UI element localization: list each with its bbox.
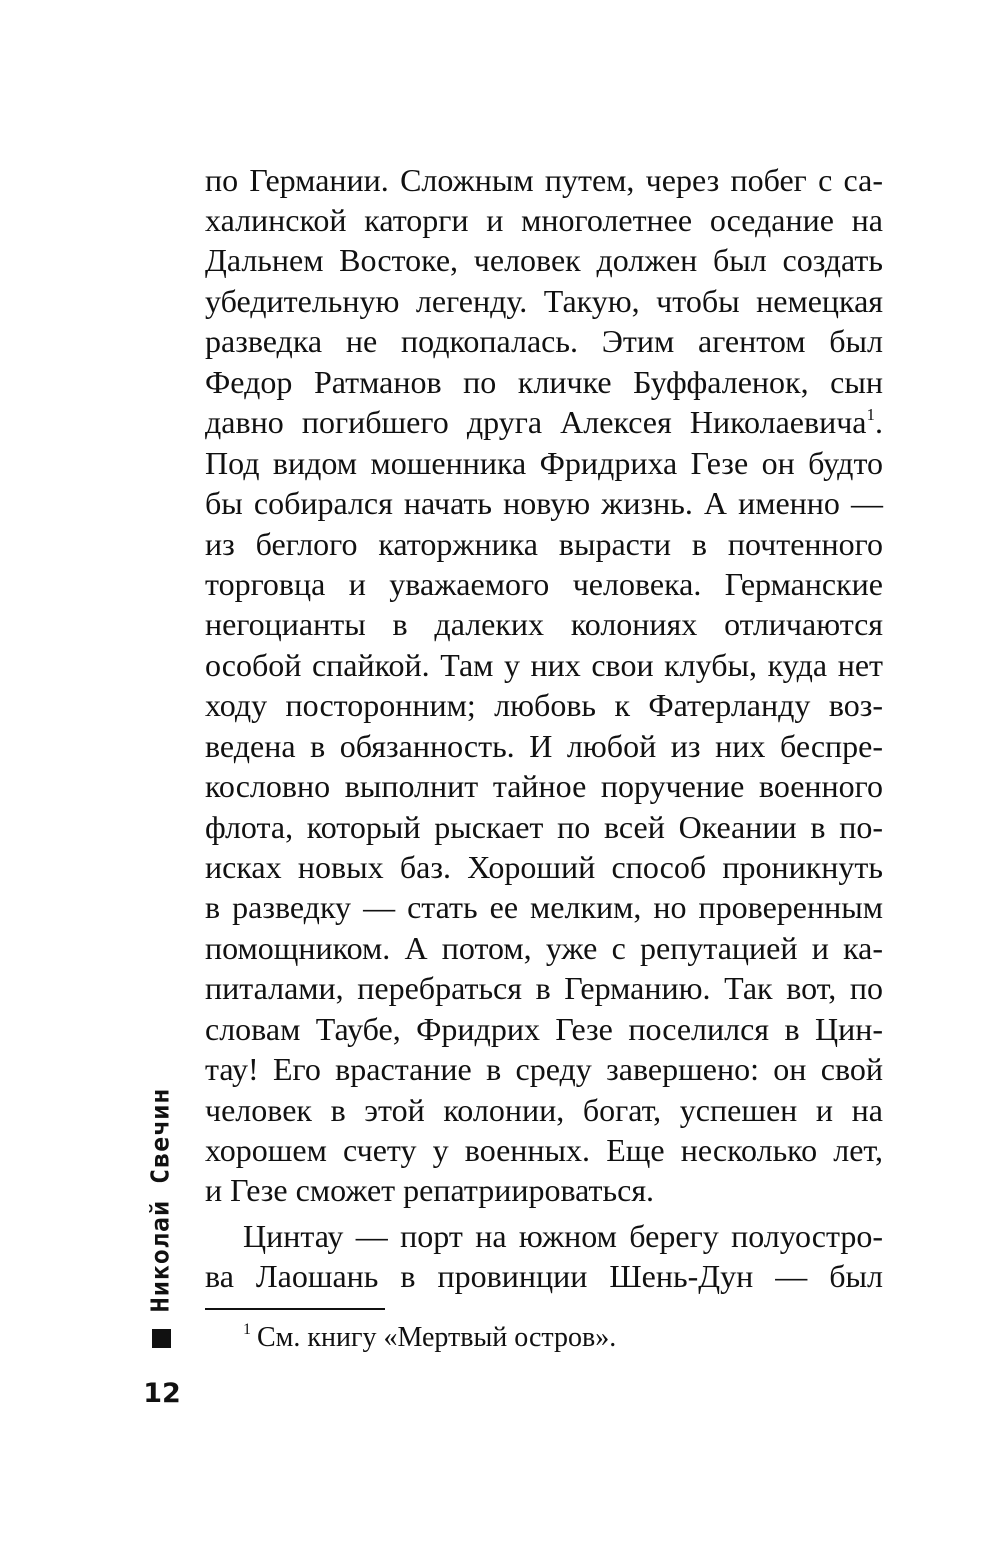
text-line: Федор Ратманов по кличке Буффаленок, сын xyxy=(205,364,883,400)
footnote-text: См. книгу «Мертвый остров». xyxy=(257,1322,617,1353)
text-line-tail: . xyxy=(875,404,883,440)
footnote-divider xyxy=(205,1308,385,1310)
text-line: человек в этой колонии, богат, успешен и на xyxy=(205,1092,883,1128)
text-line: ходу посторонним; любовь к Фатерланду воз- xyxy=(205,687,883,723)
text-line: Дальнем Востоке, человек должен был создать xyxy=(205,242,883,278)
text-line: помощником. А потом, уже с репутацией и ка- xyxy=(205,930,883,966)
text-line: Под видом мошенника Фридриха Гезе он будто xyxy=(205,445,883,481)
footnote-reference[interactable]: 1 xyxy=(866,405,875,424)
text-line: кословно выполнит тайное поручение военного xyxy=(205,768,883,804)
text-line: словам Таубе, Фридрих Гезе поселился в Цин- xyxy=(205,1011,883,1047)
paragraph-line: ва Лаошань в провинции Шень-Дун — был xyxy=(205,1258,883,1294)
text-line: и Гезе сможет репатриироваться. xyxy=(205,1172,655,1208)
text-line: халинской каторги и многолетнее оседание на xyxy=(205,202,883,238)
text-line: разведка не подкопалась. Этим агентом был xyxy=(205,323,883,359)
text-line: убедительную легенду. Такую, чтобы немецкая xyxy=(205,283,883,319)
text-line: негоцианты в далеких колониях отличаются xyxy=(205,606,883,642)
text-line: питалами, перебраться в Германию. Так вот, по xyxy=(205,970,883,1006)
text-line-with-footnote-ref xyxy=(205,402,883,442)
text-line: особой спайкой. Там у них свои клубы, куда нет xyxy=(205,647,883,683)
footnote xyxy=(243,1320,616,1356)
text-line-content: давно погибшего друга Алексея Николаевича xyxy=(205,404,867,440)
text-line: бы собирался начать новую жизнь. А именно — xyxy=(205,485,883,521)
page-number: 12 xyxy=(143,1378,181,1409)
text-line: хорошем счету у военных. Еще несколько лет, xyxy=(205,1132,883,1168)
text-line: ведена в обязанность. И любой из них беспре- xyxy=(205,728,883,764)
text-line: торговца и уважаемого человека. Германские xyxy=(205,566,883,602)
footnote-number: 1 xyxy=(243,1321,251,1338)
square-marker-icon xyxy=(152,1329,171,1348)
text-line: флота, который рыскает по всей Океании в по- xyxy=(205,809,883,845)
paragraph-line: Цинтау — порт на южном берегу полуостро- xyxy=(243,1218,883,1254)
text-line: в разведку — стать ее мелким, но проверенным xyxy=(205,889,883,925)
text-line: из беглого каторжника вырасти в почтенного xyxy=(205,526,883,562)
text-line: тау! Его врастание в среду завершено: он свой xyxy=(205,1051,883,1087)
text-line: по Германии. Сложным путем, через побег с са- xyxy=(205,162,883,198)
text-line: исках новых баз. Хороший способ проникнуть xyxy=(205,849,883,885)
running-head-author: Николай Свечин xyxy=(145,1087,175,1313)
